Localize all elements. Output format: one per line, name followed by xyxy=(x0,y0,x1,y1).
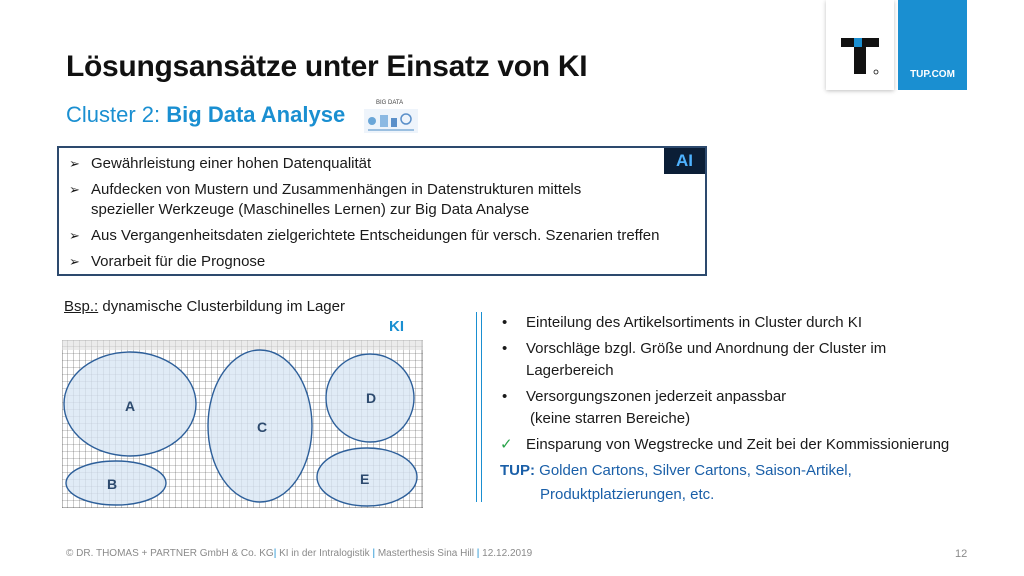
list-item: (keine starren Bereiche) xyxy=(530,410,691,427)
arrow-bullet-icon: ➢ xyxy=(69,182,80,197)
tup-logo-icon xyxy=(839,36,883,76)
list-item: • Einteilung des Artikelsortiments in Cluster durch KI xyxy=(500,312,1000,334)
list-item: Lagerbereich xyxy=(526,362,614,379)
ai-badge-icon: AI xyxy=(664,148,705,174)
list-item: ➢ Aufdecken von Mustern und Zusammenhängen in Datenstrukturen mittels xyxy=(69,181,582,198)
example-caption xyxy=(64,298,345,315)
benefits-list xyxy=(500,312,1000,506)
page-number: 12 xyxy=(955,548,968,560)
big-data-icon xyxy=(360,97,422,137)
tup-examples: TUP: Golden Cartons, Silver Cartons, Saison-Artikel, xyxy=(500,462,852,479)
brand-text: TUP.COM xyxy=(910,69,955,80)
bullet-icon: • xyxy=(502,340,508,357)
big-data-icon-text: BIG DATA xyxy=(376,100,404,106)
example-label: Bsp.: xyxy=(64,298,99,315)
example-text: dynamische Clusterbildung im Lager xyxy=(98,298,345,315)
brand-badge xyxy=(898,0,967,90)
divider-line xyxy=(476,312,477,502)
list-item: spezieller Werkzeuge (Maschinelles Lernen) zur Big Data Analyse xyxy=(91,201,530,218)
subtitle-prefix: Cluster 2: xyxy=(66,102,167,127)
arrow-bullet-icon: ➢ xyxy=(69,156,80,171)
bullet-icon: • xyxy=(502,388,508,405)
divider-line xyxy=(481,312,482,502)
warehouse-cluster-diagram xyxy=(62,340,423,508)
arrow-bullet-icon: ➢ xyxy=(69,254,80,269)
bullet-icon: • xyxy=(502,314,508,331)
check-icon: ✓ xyxy=(500,436,513,453)
subtitle-bold: Big Data Analyse xyxy=(166,102,346,127)
key-points-list xyxy=(59,148,705,272)
tup-label: TUP: xyxy=(500,462,535,479)
footer: © DR. THOMAS + PARTNER GmbH & Co. KG| KI in der Intralogistik | Masterthesis Sina Hill | 12.12.2019 xyxy=(66,548,533,559)
list-item: ➢ Vorarbeit für die Prognose xyxy=(69,253,266,270)
list-item: ➢ Aus Vergangenheitsdaten zielgerichtete Entscheidungen für versch. Szenarien treffen xyxy=(69,227,660,244)
page-subtitle xyxy=(66,102,345,128)
cluster-label-b: B xyxy=(107,476,118,492)
page-title: Lösungsansätze unter Einsatz von KI xyxy=(66,50,588,83)
list-item: • Vorschläge bzgl. Größe und Anordnung der Cluster im xyxy=(500,338,1000,360)
list-item: ➢ Gewährleistung einer hohen Datenqualität xyxy=(69,155,372,172)
tup-examples-line2: Produktplatzierungen, etc. xyxy=(540,486,715,503)
arrow-bullet-icon: ➢ xyxy=(69,228,80,243)
list-item: • Versorgungszonen jederzeit anpassbar xyxy=(500,386,1000,408)
cluster-label-a: A xyxy=(125,398,136,414)
cluster-label-e: E xyxy=(360,471,370,487)
list-item: ✓ Einsparung von Wegstrecke und Zeit bei der Kommissionierung xyxy=(500,434,1000,456)
cluster-label-d: D xyxy=(366,390,377,406)
key-points-box xyxy=(57,146,707,276)
ki-label: KI xyxy=(389,318,404,335)
cluster-label-c: C xyxy=(257,419,268,435)
